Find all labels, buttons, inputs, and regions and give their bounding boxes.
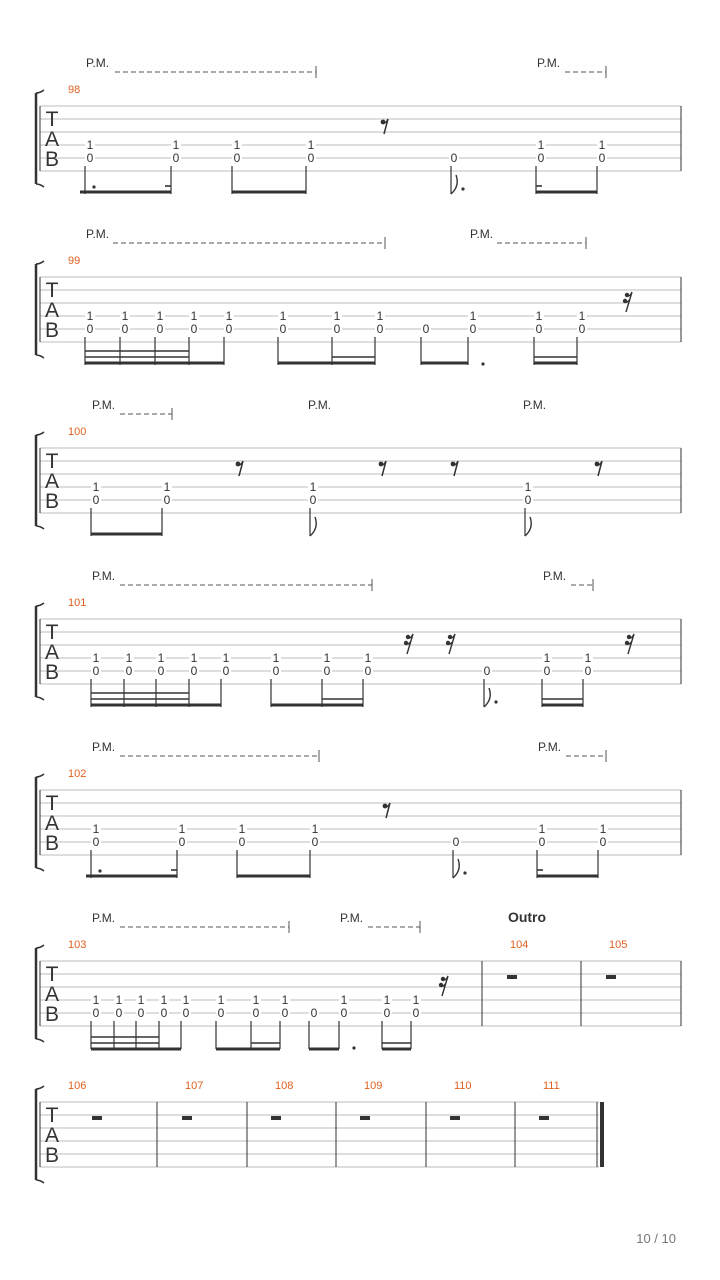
sixteenth-rest: [623, 292, 632, 312]
fret-number: 1: [340, 993, 348, 1007]
fret-number: 1: [252, 993, 260, 1007]
fret-number: 1: [233, 138, 241, 152]
whole-rest: [606, 975, 616, 979]
fret-number: 1: [309, 480, 317, 494]
measure-number: 107: [185, 1080, 204, 1092]
whole-rest: [92, 1116, 102, 1120]
staff-system-2: [36, 227, 681, 366]
fret-number: 0: [310, 1006, 318, 1020]
palm-mute-label: P.M.: [92, 740, 116, 754]
tab-clef-letter: T: [45, 108, 59, 131]
palm-mute-label: P.M.: [92, 911, 116, 925]
measure-number: 99: [68, 255, 81, 267]
fret-number: 1: [311, 822, 319, 836]
fret-number: 0: [160, 1006, 168, 1020]
fret-number: 1: [160, 993, 168, 1007]
fret-number: 1: [121, 309, 129, 323]
palm-mute-label: P.M.: [470, 227, 494, 241]
fret-number: 0: [323, 664, 331, 678]
fret-number: 1: [92, 651, 100, 665]
dot: [461, 187, 464, 190]
note-flag: [451, 175, 457, 194]
palm-mute-label: P.M.: [523, 398, 547, 412]
fret-number: 0: [86, 151, 94, 165]
sixteenth-rest: [439, 976, 448, 996]
whole-rest: [182, 1116, 192, 1120]
fret-number: 0: [279, 322, 287, 336]
fret-number: 0: [157, 664, 165, 678]
fret-number: 0: [178, 835, 186, 849]
tab-clef-letter: T: [45, 621, 59, 644]
fret-number: 1: [156, 309, 164, 323]
fret-number: 1: [272, 651, 280, 665]
fret-number: 0: [92, 1006, 100, 1020]
staff-system-1: [36, 56, 681, 194]
fret-number: 0: [364, 664, 372, 678]
tab-clef-letter: B: [44, 148, 60, 171]
whole-rest: [507, 975, 517, 979]
palm-mute-label: P.M.: [308, 398, 332, 412]
tab-clef-letter: T: [45, 450, 59, 473]
measure-number: 110: [454, 1080, 472, 1092]
tab-clef-letter: A: [44, 470, 60, 493]
fret-number: 1: [92, 822, 100, 836]
fret-number: 0: [121, 322, 129, 336]
fret-number: 0: [252, 1006, 260, 1020]
fret-number: 1: [115, 993, 123, 1007]
fret-number: 0: [483, 664, 491, 678]
fret-number: 0: [156, 322, 164, 336]
fret-number: 0: [543, 664, 551, 678]
measure-number: 102: [68, 768, 87, 780]
palm-mute-label: P.M.: [92, 398, 116, 412]
fret-number: 0: [340, 1006, 348, 1020]
fret-number: 0: [535, 322, 543, 336]
tab-clef-letter: T: [45, 792, 59, 815]
fret-number: 1: [178, 822, 186, 836]
fret-number: 1: [535, 309, 543, 323]
fret-number: 0: [333, 322, 341, 336]
staff-system-4: [36, 569, 681, 707]
fret-number: 0: [524, 493, 532, 507]
fret-number: 1: [333, 309, 341, 323]
palm-mute-label: P.M.: [86, 56, 110, 70]
tab-clef-letter: T: [45, 1104, 59, 1127]
fret-number: 0: [233, 151, 241, 165]
tab-clef-letter: T: [45, 279, 59, 302]
tab-clef-letter: A: [44, 983, 60, 1006]
fret-number: 1: [364, 651, 372, 665]
fret-number: 0: [217, 1006, 225, 1020]
dot: [352, 1046, 355, 1049]
staff-system-3: [36, 398, 681, 536]
tab-clef-letter: B: [44, 832, 60, 855]
tab-clef-letter: B: [44, 1003, 60, 1026]
fret-number: 1: [137, 993, 145, 1007]
palm-mute-label: P.M.: [92, 569, 116, 583]
measure-number: 100: [68, 426, 87, 438]
dot: [481, 362, 484, 365]
fret-number: 0: [452, 835, 460, 849]
fret-number: 1: [238, 822, 246, 836]
fret-number: 1: [182, 993, 190, 1007]
fret-number: 1: [225, 309, 233, 323]
tab-clef-letter: A: [44, 1124, 60, 1147]
fret-number: 1: [307, 138, 315, 152]
measure-number: 106: [68, 1080, 87, 1092]
whole-rest: [539, 1116, 549, 1120]
measure-number: 109: [364, 1080, 383, 1092]
measure-number: 111: [543, 1080, 560, 1092]
whole-rest: [450, 1116, 460, 1120]
palm-mute-label: P.M.: [537, 56, 561, 70]
tab-clef-letter: B: [44, 1144, 60, 1167]
fret-number: 0: [469, 322, 477, 336]
fret-number: 1: [190, 309, 198, 323]
staff-system-6: [36, 909, 681, 1050]
fret-number: 1: [279, 309, 287, 323]
dot: [463, 871, 466, 874]
palm-mute-label: P.M.: [543, 569, 567, 583]
fret-number: 1: [86, 309, 94, 323]
sixteenth-rest: [625, 634, 634, 654]
fret-number: 0: [376, 322, 384, 336]
fret-number: 1: [537, 138, 545, 152]
fret-number: 0: [311, 835, 319, 849]
tab-clef-letter: A: [44, 641, 60, 664]
dot: [92, 185, 95, 188]
fret-number: 1: [412, 993, 420, 1007]
fret-number: 1: [538, 822, 546, 836]
palm-mute-label: P.M.: [86, 227, 110, 241]
fret-number: 0: [92, 493, 100, 507]
fret-number: 1: [92, 993, 100, 1007]
fret-number: 0: [92, 835, 100, 849]
tab-clef-letter: B: [44, 661, 60, 684]
tab-clef-letter: A: [44, 299, 60, 322]
fret-number: 1: [376, 309, 384, 323]
fret-number: 0: [182, 1006, 190, 1020]
tab-clef-letter: A: [44, 812, 60, 835]
fret-number: 1: [281, 993, 289, 1007]
measure-number: 101: [68, 597, 87, 609]
fret-number: 0: [225, 322, 233, 336]
fret-number: 1: [125, 651, 133, 665]
note-flag: [484, 688, 490, 707]
fret-number: 0: [412, 1006, 420, 1020]
fret-number: 0: [598, 151, 606, 165]
fret-number: 1: [157, 651, 165, 665]
fret-number: 0: [450, 151, 458, 165]
sixteenth-rest: [404, 634, 413, 654]
fret-number: 0: [307, 151, 315, 165]
fret-number: 0: [190, 322, 198, 336]
sixteenth-rest: [446, 634, 455, 654]
staff-system-7: [36, 1080, 602, 1183]
fret-number: 0: [172, 151, 180, 165]
fret-number: 1: [172, 138, 180, 152]
fret-number: 0: [422, 322, 430, 336]
note-flag: [310, 517, 316, 536]
fret-number: 0: [537, 151, 545, 165]
dot: [98, 869, 101, 872]
fret-number: 0: [190, 664, 198, 678]
staff-system-5: [36, 740, 681, 878]
tab-clef-letter: T: [45, 963, 59, 986]
fret-number: 0: [86, 322, 94, 336]
fret-number: 0: [281, 1006, 289, 1020]
fret-number: 1: [469, 309, 477, 323]
measure-number: 103: [68, 939, 87, 951]
fret-number: 0: [538, 835, 546, 849]
measure-number: 104: [510, 939, 529, 951]
fret-number: 0: [163, 493, 171, 507]
fret-number: 1: [217, 993, 225, 1007]
fret-number: 0: [222, 664, 230, 678]
fret-number: 0: [238, 835, 246, 849]
whole-rest: [360, 1116, 370, 1120]
fret-number: 0: [599, 835, 607, 849]
palm-mute-label: P.M.: [340, 911, 364, 925]
fret-number: 1: [383, 993, 391, 1007]
fret-number: 1: [584, 651, 592, 665]
measure-number: 108: [275, 1080, 294, 1092]
fret-number: 1: [578, 309, 586, 323]
fret-number: 0: [383, 1006, 391, 1020]
fret-number: 1: [323, 651, 331, 665]
fret-number: 1: [524, 480, 532, 494]
tab-clef-letter: A: [44, 128, 60, 151]
note-flag: [525, 517, 531, 536]
fret-number: 1: [599, 822, 607, 836]
page-number: 10 / 10: [636, 1231, 676, 1246]
note-flag: [453, 859, 459, 878]
dot: [494, 700, 497, 703]
fret-number: 1: [86, 138, 94, 152]
fret-number: 0: [115, 1006, 123, 1020]
fret-number: 1: [92, 480, 100, 494]
tab-clef-letter: B: [44, 490, 60, 513]
fret-number: 0: [578, 322, 586, 336]
section-label-outro: Outro: [507, 909, 547, 925]
measure-number: 98: [68, 84, 81, 96]
fret-number: 1: [598, 138, 606, 152]
measure-number: 105: [609, 939, 628, 951]
fret-number: 1: [543, 651, 551, 665]
fret-number: 0: [137, 1006, 145, 1020]
fret-number: 0: [272, 664, 280, 678]
fret-number: 1: [190, 651, 198, 665]
fret-number: 0: [309, 493, 317, 507]
whole-rest: [271, 1116, 281, 1120]
tab-clef-letter: B: [44, 319, 60, 342]
palm-mute-label: P.M.: [538, 740, 562, 754]
fret-number: 1: [222, 651, 230, 665]
fret-number: 0: [584, 664, 592, 678]
fret-number: 0: [125, 664, 133, 678]
fret-number: 1: [163, 480, 171, 494]
fret-number: 0: [92, 664, 100, 678]
